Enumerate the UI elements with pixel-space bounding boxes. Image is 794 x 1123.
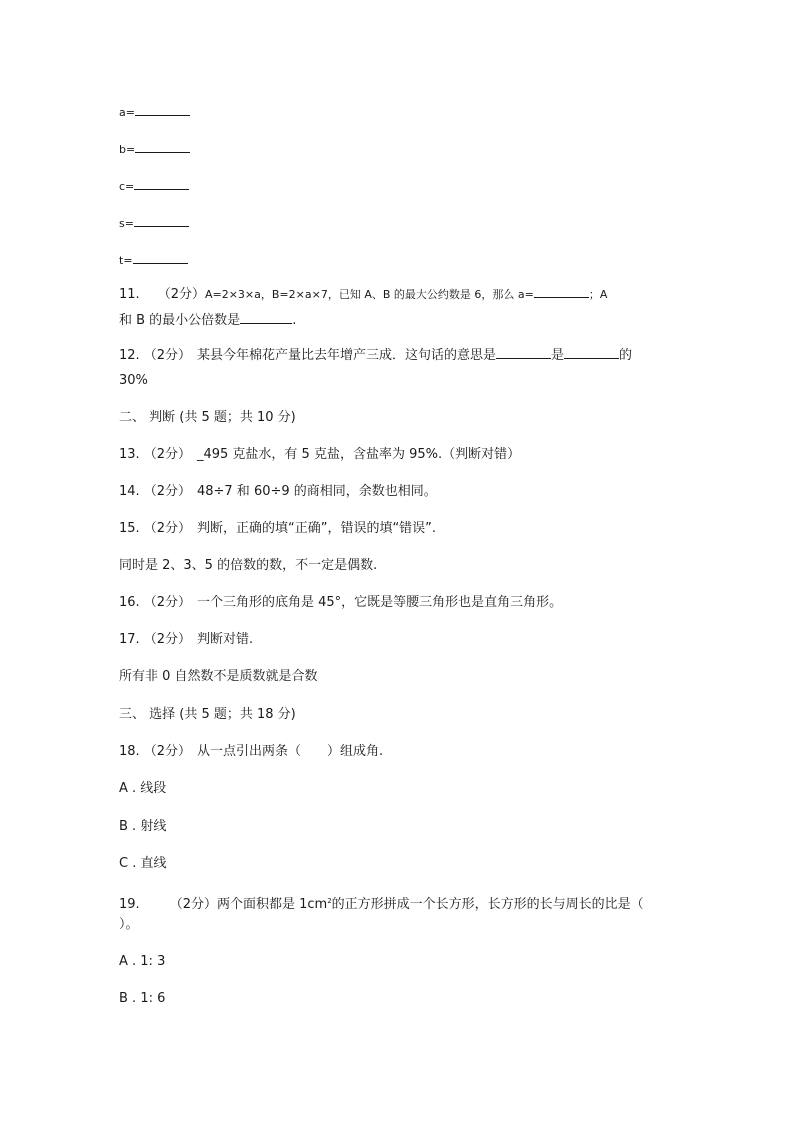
answer-blank-a[interactable] — [135, 103, 190, 116]
question-text: _495 克盐水，有 5 克盐，含盐率为 95%.（判断对错） — [196, 447, 521, 462]
question-16 — [119, 594, 562, 612]
question-text-line2: ）。 — [119, 917, 139, 932]
answer-blank-q11-a[interactable] — [534, 285, 589, 298]
question-score: （2分） — [143, 484, 191, 499]
question-score: （2分） — [143, 632, 191, 647]
option-b[interactable] — [119, 818, 166, 836]
question-score: （2分） — [143, 521, 191, 536]
question-11-line2 — [119, 311, 296, 330]
question-text: A=2×3×a，B=2×a×7，已知 A、B 的最大公约数是 6，那么 a= — [204, 288, 534, 301]
question-number: 16. — [119, 595, 140, 610]
question-score: （2分） — [143, 595, 191, 610]
superscript: 2 — [327, 897, 332, 905]
question-number: 18. — [119, 744, 140, 759]
question-text-line2: 和 B 的最小公倍数是 — [119, 313, 241, 328]
section-heading-choice — [119, 706, 296, 724]
question-number: 17. — [119, 632, 140, 647]
question-text: 从一点引出两条（ ）组成角. — [196, 744, 384, 759]
section-title: 三、 选择 (共 5 题；共 18 分) — [119, 707, 296, 722]
answer-blank-c[interactable] — [134, 177, 189, 190]
option-label: A . 1: 3 — [119, 954, 166, 969]
var-c-label: c= — [119, 180, 135, 193]
question-text: 判断对错. — [196, 632, 254, 647]
var-a-label: a= — [119, 106, 135, 119]
blank-t-line — [119, 251, 188, 270]
blank-b-line — [119, 140, 190, 159]
option-label: A . 线段 — [119, 781, 167, 796]
var-s-label: s= — [119, 217, 134, 230]
question-number: 13. — [119, 447, 140, 462]
section-heading-judgment — [119, 409, 296, 427]
question-12-line2 — [119, 372, 148, 390]
question-number: 19. — [119, 897, 140, 912]
question-14 — [119, 483, 437, 501]
answer-blank-q12-a[interactable] — [496, 346, 551, 359]
question-score: （2分） — [143, 744, 191, 759]
question-score: （2分） — [169, 897, 217, 912]
option-c[interactable] — [119, 855, 166, 873]
question-text-line2: 30% — [119, 373, 148, 388]
question-11 — [119, 285, 607, 304]
option-a[interactable] — [119, 780, 166, 798]
question-18 — [119, 743, 383, 761]
question-12 — [119, 346, 632, 365]
question-15 — [119, 520, 436, 538]
option-label: B . 射线 — [119, 819, 167, 834]
question-15-line2 — [119, 557, 377, 575]
blank-c-line — [119, 177, 189, 196]
option-b[interactable] — [119, 990, 165, 1008]
question-text-line2: 同时是 2、3、5 的倍数的数，不一定是偶数. — [119, 558, 378, 573]
section-title: 二、 判断 (共 5 题；共 10 分) — [119, 410, 296, 425]
blank-a-line — [119, 103, 190, 122]
var-t-label: t= — [119, 254, 133, 267]
question-text-line2: 所有非 0 自然数不是质数就是合数 — [119, 669, 318, 684]
question-19 — [119, 892, 644, 914]
question-number: 12. — [119, 348, 140, 363]
question-text: 两个面积都是 1cm — [216, 897, 328, 912]
question-text: 一个三角形的底角是 45°，它既是等腰三角形也是直角三角形。 — [196, 595, 563, 610]
option-label: B . 1: 6 — [119, 991, 166, 1006]
question-text: 判断，正确的填“正确”，错误的填“错误”. — [196, 521, 437, 536]
question-19-line2 — [119, 916, 139, 934]
question-17-line2 — [119, 668, 318, 686]
question-number: 11. — [119, 287, 140, 302]
answer-blank-t[interactable] — [133, 251, 188, 264]
question-number: 15. — [119, 521, 140, 536]
question-number: 14. — [119, 484, 140, 499]
var-b-label: b= — [119, 143, 136, 156]
question-text-mid: 是 — [550, 348, 564, 363]
question-text-end: 的 — [619, 348, 633, 363]
option-a[interactable] — [119, 953, 165, 971]
question-text-end: . — [292, 313, 297, 328]
answer-blank-q12-b[interactable] — [564, 346, 619, 359]
question-text-cont: ；A — [588, 288, 608, 301]
question-text: 某县今年棉花产量比去年增产三成．这句话的意思是 — [196, 348, 496, 363]
question-text-cont: 的正方形拼成一个长方形，长方形的长与周长的比是（ — [331, 897, 644, 912]
option-label: C . 直线 — [119, 856, 167, 871]
question-score: （2分） — [143, 348, 191, 363]
question-score: （2分） — [157, 287, 205, 302]
question-13 — [119, 446, 520, 464]
question-score: （2分） — [143, 447, 191, 462]
answer-blank-b[interactable] — [135, 140, 190, 153]
question-text: 48÷7 和 60÷9 的商相同，余数也相同。 — [196, 484, 437, 499]
blank-s-line — [119, 214, 189, 233]
answer-blank-s[interactable] — [134, 214, 189, 227]
question-17 — [119, 631, 253, 649]
answer-blank-q11-lcm[interactable] — [240, 311, 292, 324]
